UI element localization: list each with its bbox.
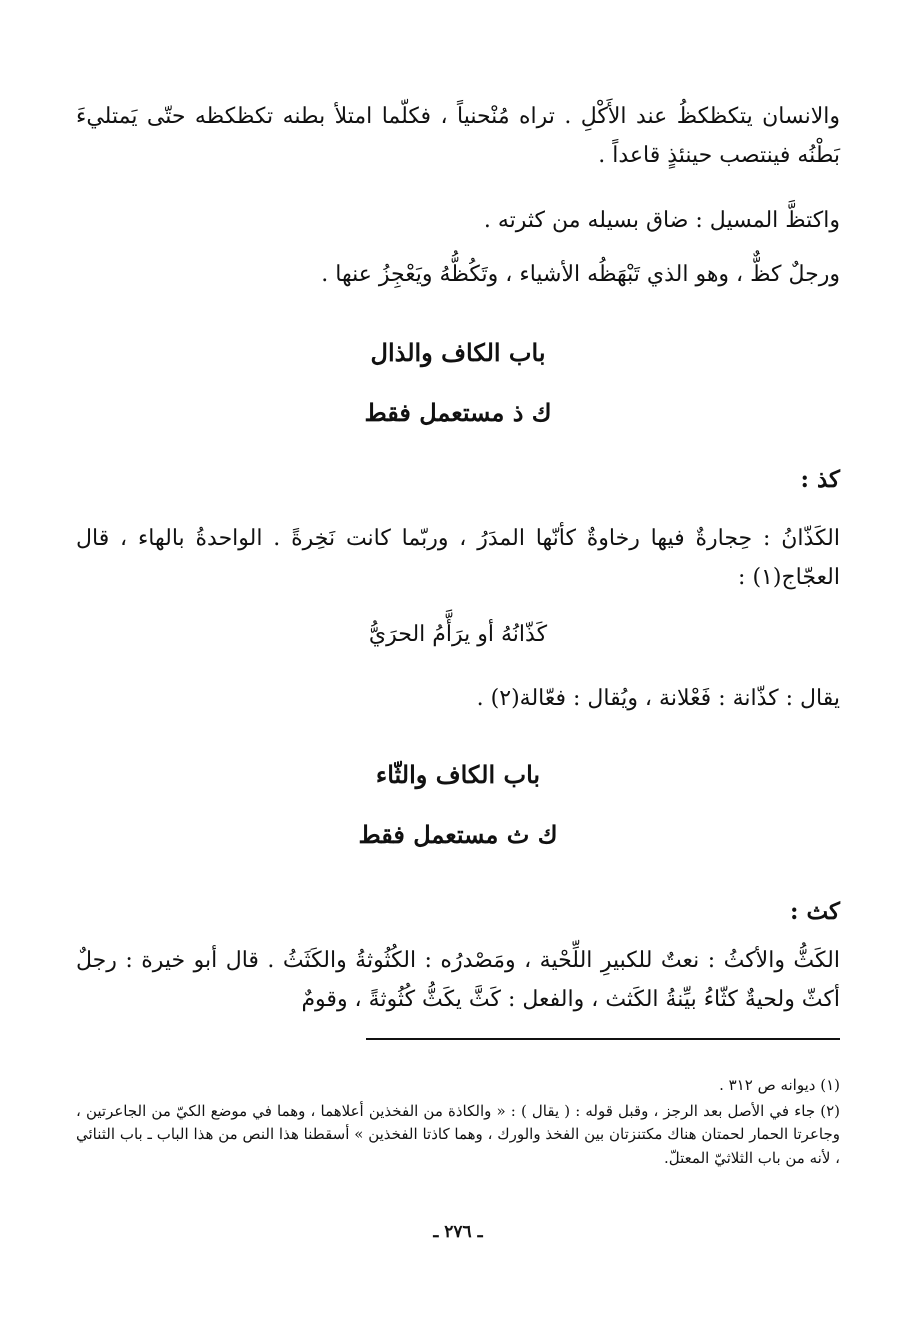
footnote-2: (٢) جاء في الأصل بعد الرجز ، وقبل قوله : ( يقال ) : « والكاذة من الفخذين أعلاهما ، وهما في موضع الكيّ من الجاعرتين ، وجاعرتا الحمار لحمتان هناك مكتنزتان بين الفخذ والورك ، وهما كاذتا الفخذين » أسقطنا هذا النص من هذا الباب ـ باب الثنائي ، لأنه من باب الثلاثيّ المعتلّ.	[76, 1102, 840, 1167]
page-number: ـ ٢٧٦ ـ	[433, 1222, 483, 1242]
paragraph-rajul-kazz: ورجلٌ كظٌّ ، وهو الذي تَبْهَظُه الأشياء ، وتَكُظُّهُ ويَعْجِزُ عنها .	[321, 262, 840, 287]
chapter-heading-kaf-dhal: باب الكاف والذال	[370, 338, 546, 367]
paragraph-kathth: الكَثُّ والأكثُ : نعتٌ للكبيرِ اللِّحْية ، ومَصْدرُه : الكُثُوثةُ والكَثَثُ . قال أبو خيرة : رجلٌ أكثّ ولحيةٌ كثّاءُ بيِّنةُ الكَثث ، والفعل : كَثَّ يكَثُّ كُثُوثةً ، وقومٌ	[76, 948, 840, 1012]
paragraph-kadhan: الكَذّانُ : حِجارةٌ فيها رخاوةٌ كأنّها المدَرُ ، وربّما كانت نَخِرةً . الواحدةُ بالهاء ، قال العجّاج(١) :	[76, 526, 840, 590]
footnote-1: (١) ديوانه ص ٣١٢ .	[719, 1076, 840, 1094]
subheading-k-dh: ك ذ مستعمل فقط	[364, 398, 552, 427]
paragraph-kazkaz: والانسان يتكظكظُ عند الأَكْلِ . تراه مُنْحنياً ، فكلّما امتلأ بطنه تكظكظه حتّى يَمتليءَ بَطْنُه فينتصب حينئذٍ قاعداً .	[76, 104, 840, 168]
entry-label-kadh: كذ :	[800, 466, 840, 493]
paragraph-yuqal: يقال : كذّانة : فَعْلانة ، ويُقال : فعّالة(٢) .	[476, 686, 840, 711]
subheading-k-th: ك ث مستعمل فقط	[358, 820, 558, 849]
chapter-heading-kaf-tha: باب الكاف والثّاء	[375, 760, 541, 789]
verse-line: كَذّانُهُ أو يرَأَّمُ الحرَيُّ	[368, 622, 548, 647]
entry-label-kath: كث :	[789, 898, 840, 925]
footnote-divider	[366, 1038, 840, 1040]
paragraph-iktazza: واكتظَّ المسيل : ضاق بسيله من كثرته .	[483, 208, 840, 233]
